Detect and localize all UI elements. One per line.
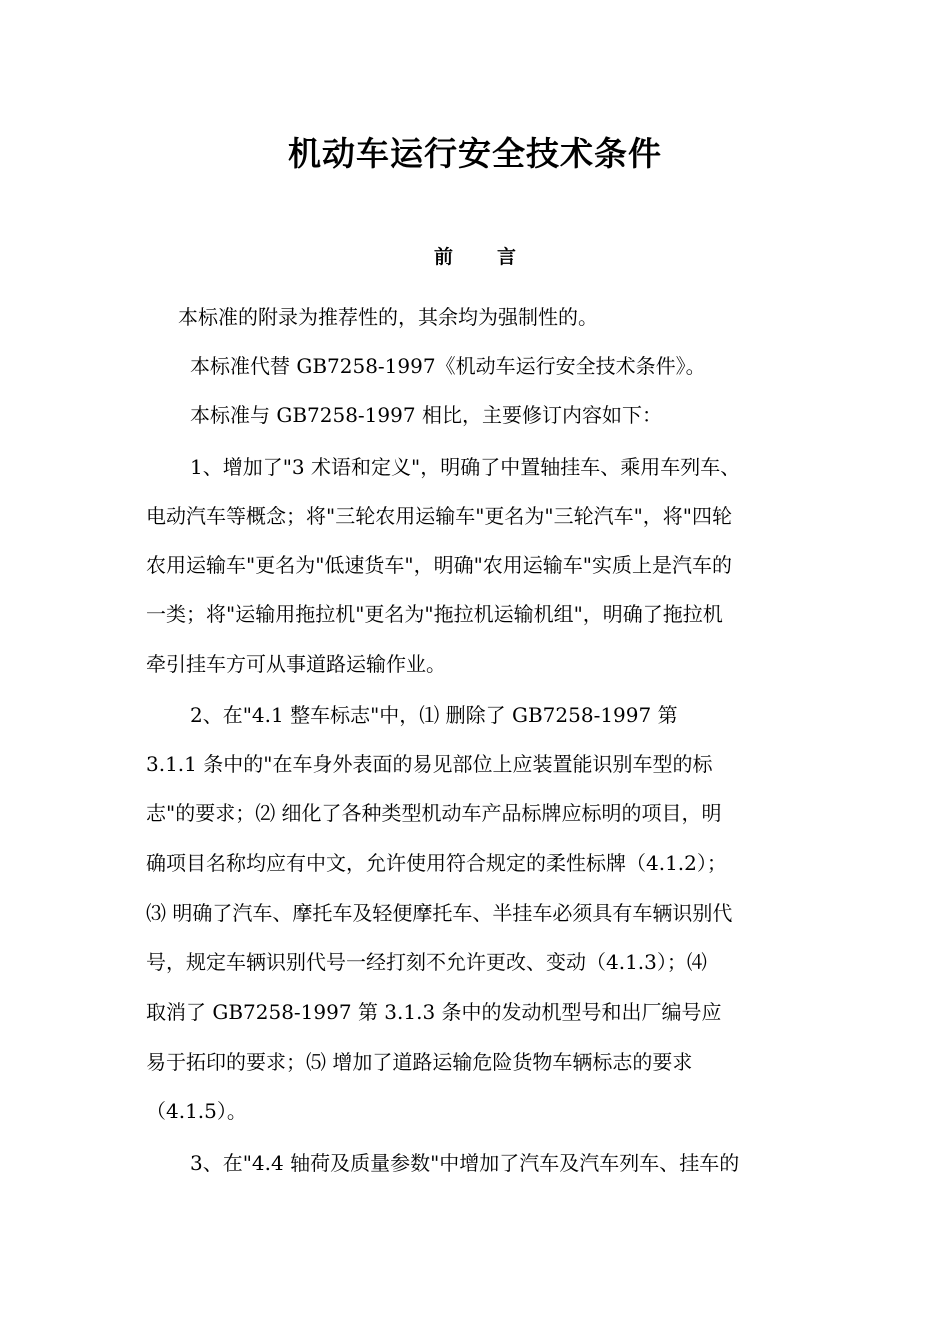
section-heading-char-2: 言 bbox=[497, 246, 517, 268]
paragraph-line: 2、在"4.1 整车标志"中，⑴ 删除了 GB7258-1997 第 bbox=[190, 703, 678, 727]
paragraph-line: 易于拓印的要求；⑸ 增加了道路运输危险货物车辆标志的要求 bbox=[146, 1050, 693, 1074]
paragraph-line: （4.1.5）。 bbox=[146, 1099, 247, 1123]
paragraph-line: 号，规定车辆识别代号一经打刻不允许更改、变动（4.1.3）；⑷ bbox=[146, 950, 707, 974]
paragraph-line: 农用运输车"更名为"低速货车"，明确"农用运输车"实质上是汽车的 bbox=[146, 553, 732, 577]
paragraph-line: 志"的要求；⑵ 细化了各种类型机动车产品标牌应标明的项目，明 bbox=[146, 801, 722, 825]
paragraph-line: 3、在"4.4 轴荷及质量参数"中增加了汽车及汽车列车、挂车的 bbox=[190, 1151, 740, 1175]
paragraph-line: 本标准代替 GB7258-1997《机动车运行安全技术条件》。 bbox=[190, 354, 706, 378]
paragraph-line: ⑶ 明确了汽车、摩托车及轻便摩托车、半挂车必须具有车辆识别代 bbox=[146, 901, 733, 925]
section-heading-char-1: 前 bbox=[433, 246, 453, 268]
paragraph-line: 牵引挂车方可从事道路运输作业。 bbox=[146, 652, 446, 676]
document-title: 机动车运行安全技术条件 bbox=[288, 134, 662, 173]
paragraph-line: 电动汽车等概念；将"三轮农用运输车"更名为"三轮汽车"，将"四轮 bbox=[146, 504, 732, 528]
paragraph-line: 1、增加了"3 术语和定义"，明确了中置轴挂车、乘用车列车、 bbox=[190, 455, 741, 479]
section-heading-foreword bbox=[0, 242, 950, 272]
paragraph-line: 确项目名称均应有中文，允许使用符合规定的柔性标牌（4.1.2）； bbox=[146, 851, 727, 875]
paragraph-line: 取消了 GB7258-1997 第 3.1.3 条中的发动机型号和出厂编号应 bbox=[146, 1000, 722, 1024]
paragraph-line: 本标准的附录为推荐性的，其余均为强制性的。 bbox=[178, 305, 598, 329]
paragraph-line: 3.1.1 条中的"在车身外表面的易见部位上应装置能识别车型的标 bbox=[146, 752, 713, 776]
paragraph-line: 一类；将"运输用拖拉机"更名为"拖拉机运输机组"，明确了拖拉机 bbox=[146, 602, 723, 626]
paragraph-line: 本标准与 GB7258-1997 相比，主要修订内容如下： bbox=[190, 403, 662, 427]
